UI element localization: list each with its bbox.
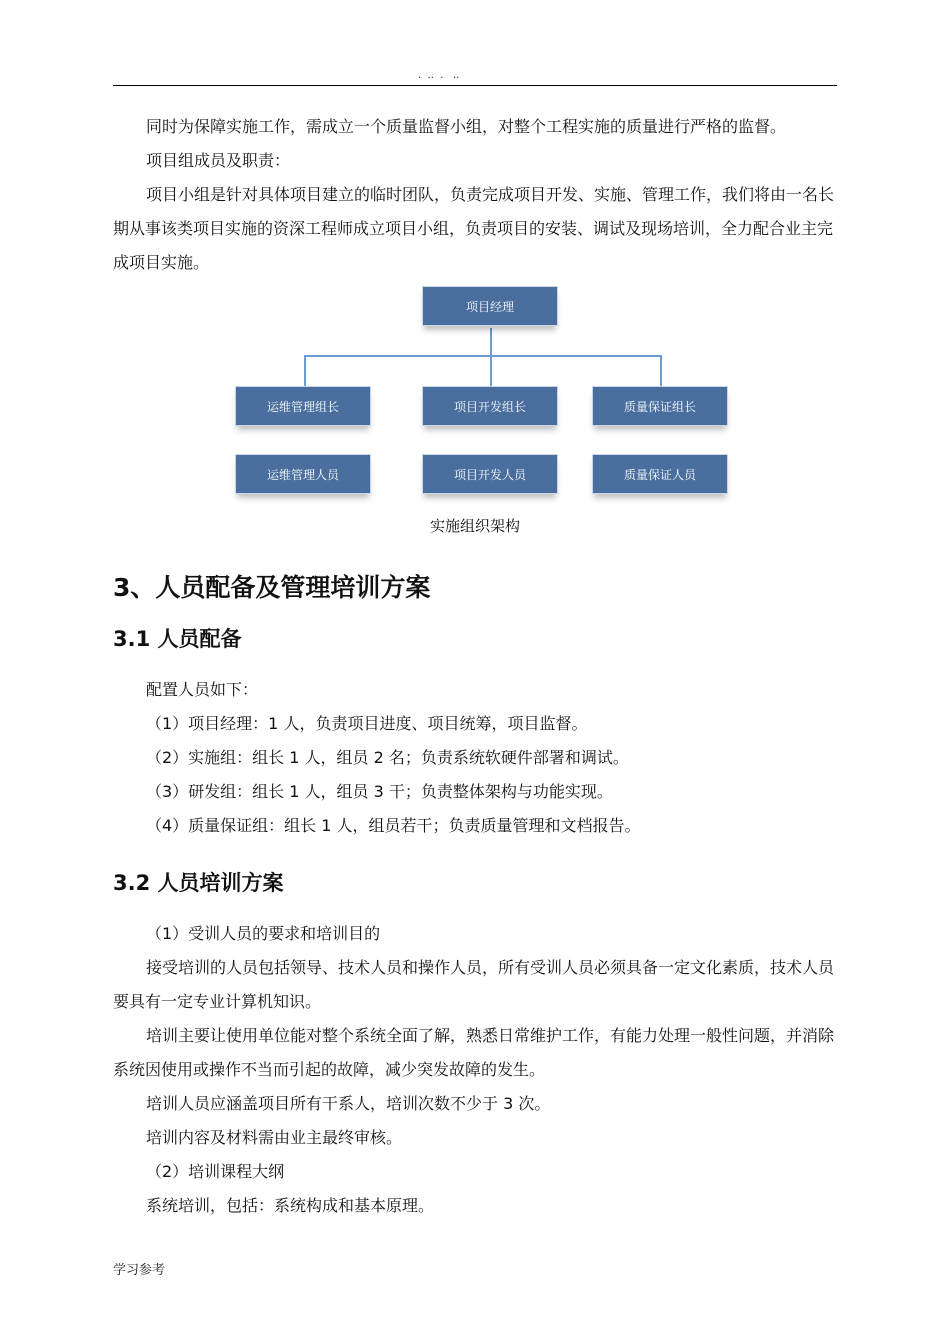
- training-para-1: 接受培训的人员包括领导、技术人员和操作人员，所有受训人员必须具备一定文化素质，技术人员要具有一定专业计算机知识。: [113, 958, 835, 1011]
- paragraph-members-heading: 项目组成员及职责：: [146, 151, 291, 170]
- paragraph-quality-team: 同时为保障实施工作，需成立一个质量监督小组，对整个工程实施的质量进行严格的监督。: [146, 117, 787, 136]
- training-subheading-2: （2）培训课程大纲: [146, 1162, 285, 1181]
- training-para-5: 系统培训，包括：系统构成和基本原理。: [146, 1196, 435, 1215]
- training-para-2: 培训主要让使用单位能对整个系统全面了解，熟悉日常维护工作，有能力处理一般性问题，并消除系统因使用或操作不当而引起的故障，减少突发故障的发生。: [113, 1026, 835, 1079]
- section-3-title: 3、人员配备及管理培训方案: [113, 573, 431, 602]
- staffing-item-4: （4）质量保证组：组长 1 人，组员若干；负责质量管理和文档报告。: [146, 816, 641, 835]
- org-box-ops-lead: 运维管理组长: [235, 386, 371, 426]
- paragraph-team-description: 项目小组是针对具体项目建立的临时团队，负责完成项目开发、实施、管理工作，我们将由一名长期从事该类项目实施的资深工程师成立项目小组，负责项目的安装、调试及现场培训，全力配合业主完成项目实施。: [113, 185, 835, 272]
- connector-left-vertical: [304, 355, 306, 386]
- staffing-item-1: （1）项目经理：1 人，负责项目进度、项目统筹，项目监督。: [146, 714, 588, 733]
- training-subheading-1: （1）受训人员的要求和培训目的: [146, 924, 381, 943]
- training-para-4: 培训内容及材料需由业主最终审核。: [146, 1128, 403, 1147]
- section-3-2-title: 3.2 人员培训方案: [113, 871, 284, 895]
- org-box-dev-lead: 项目开发组长: [422, 386, 558, 426]
- footer-text: 学习参考: [113, 1263, 166, 1278]
- staffing-item-2: （2）实施组：组长 1 人，组员 2 名；负责系统软硬件部署和调试。: [146, 748, 629, 767]
- org-chart-caption: 实施组织架构: [429, 517, 520, 535]
- org-chart: [200, 280, 760, 510]
- connector-top-vertical: [490, 328, 492, 386]
- org-box-project-manager: 项目经理: [422, 286, 558, 326]
- training-para-3: 培训人员应涵盖项目所有干系人，培训次数不少于 3 次。: [146, 1094, 551, 1113]
- section-3-1-title: 3.1 人员配备: [113, 627, 242, 651]
- staffing-intro: 配置人员如下：: [146, 680, 259, 699]
- connector-horizontal: [304, 355, 661, 357]
- header-rule: [113, 85, 837, 86]
- org-box-ops-staff: 运维管理人员: [235, 454, 371, 494]
- org-box-qa-lead: 质量保证组长: [592, 386, 728, 426]
- org-box-dev-staff: 项目开发人员: [422, 454, 558, 494]
- org-box-qa-staff: 质量保证人员: [592, 454, 728, 494]
- header-marks: . .. . ..: [418, 70, 460, 81]
- staffing-item-3: （3）研发组：组长 1 人，组员 3 干；负责整体架构与功能实现。: [146, 782, 613, 801]
- connector-right-vertical: [660, 355, 662, 386]
